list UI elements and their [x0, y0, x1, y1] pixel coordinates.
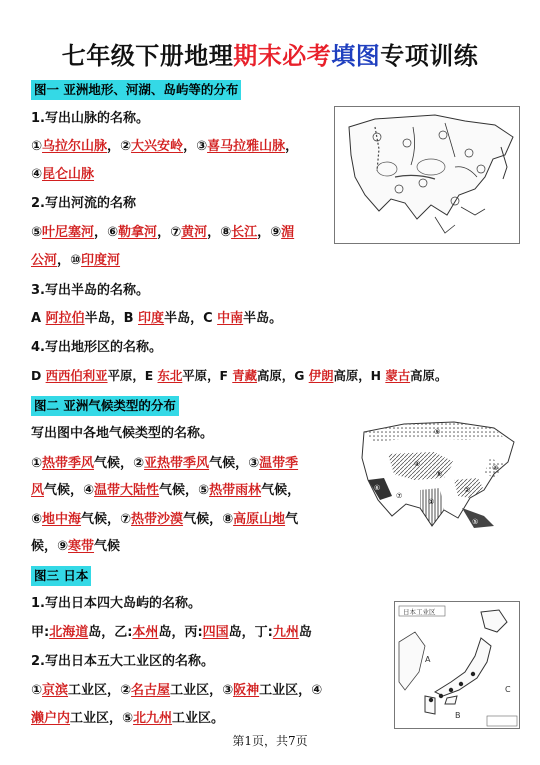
answer-line: 风气候，④温带大陆性气候，⑤热带雨林气候，: [31, 483, 301, 498]
svg-text:⑤: ⑤: [472, 518, 479, 526]
svg-text:C: C: [505, 685, 511, 694]
answer-line: ①京滨工业区，②名古屋工业区，③阪神工业区，④: [31, 683, 323, 698]
answer-line: ①热带季风气候，②亚热带季风气候，③温带季: [31, 456, 299, 471]
japan-map: [394, 601, 520, 729]
asia-climate-map: [344, 418, 520, 542]
svg-text:①: ①: [428, 498, 435, 506]
svg-text:③: ③: [492, 464, 499, 472]
question-landforms: 4.写出地形区的名称。: [31, 340, 162, 355]
answer-line: 候，⑨寒带气候: [31, 539, 121, 554]
question-industrial-zones: 2.写出日本五大工业区的名称。: [31, 654, 214, 669]
question-islands: 1.写出日本四大岛屿的名称。: [31, 596, 201, 611]
answer-line: ⑤叶尼塞河，⑥勒拿河，⑦黄河，⑧长江，⑨湄: [31, 225, 295, 240]
answer-line: ⑥地中海气候，⑦热带沙漠气候，⑧高原山地气: [31, 512, 299, 527]
svg-text:B: B: [455, 711, 461, 720]
page-footer: 第1页，共7页: [232, 734, 308, 748]
svg-text:⑦: ⑦: [396, 492, 403, 500]
asia-terrain-map: [334, 106, 520, 244]
answer-line: 甲:北海道岛，乙:本州岛，丙:四国岛，丁:九州岛: [31, 625, 312, 640]
svg-text:⑨: ⑨: [434, 428, 441, 436]
svg-text:A: A: [425, 655, 431, 664]
svg-text:⑥: ⑥: [374, 484, 381, 492]
question-climate: 写出图中各地气候类型的名称。: [31, 426, 214, 441]
svg-text:②: ②: [464, 486, 471, 494]
svg-text:⑧: ⑧: [436, 470, 443, 478]
answer-line: D 西西伯利亚平原，E 东北平原，F 青藏高原，G 伊朗高原，H 蒙古高原。: [31, 368, 448, 383]
page-title: 七年级下册地理期末必考填图专项训练: [61, 42, 479, 70]
map-caption: 日本工业区: [403, 608, 436, 616]
answer-line: A 阿拉伯半岛，B 印度半岛，C 中南半岛。: [31, 311, 283, 326]
answer-line: ①乌拉尔山脉，②大兴安岭，③喜马拉雅山脉，: [31, 139, 299, 154]
question-peninsulas: 3.写出半岛的名称。: [31, 283, 149, 298]
section-header-3: 图三 日本: [31, 566, 91, 586]
answer-line: 公河，⑩印度河: [31, 253, 121, 268]
question-mountains: 1.写出山脉的名称。: [31, 111, 149, 126]
answer-line: ④昆仑山脉: [31, 167, 95, 182]
answer-line: 濑户内工业区，⑤北九州工业区。: [31, 711, 225, 726]
section-header-2: 图二 亚洲气候类型的分布: [31, 396, 179, 416]
svg-text:④: ④: [414, 460, 421, 468]
section-header-1: 图一 亚洲地形、河湖、岛屿等的分布: [31, 80, 241, 100]
question-rivers: 2.写出河流的名称: [31, 196, 136, 211]
